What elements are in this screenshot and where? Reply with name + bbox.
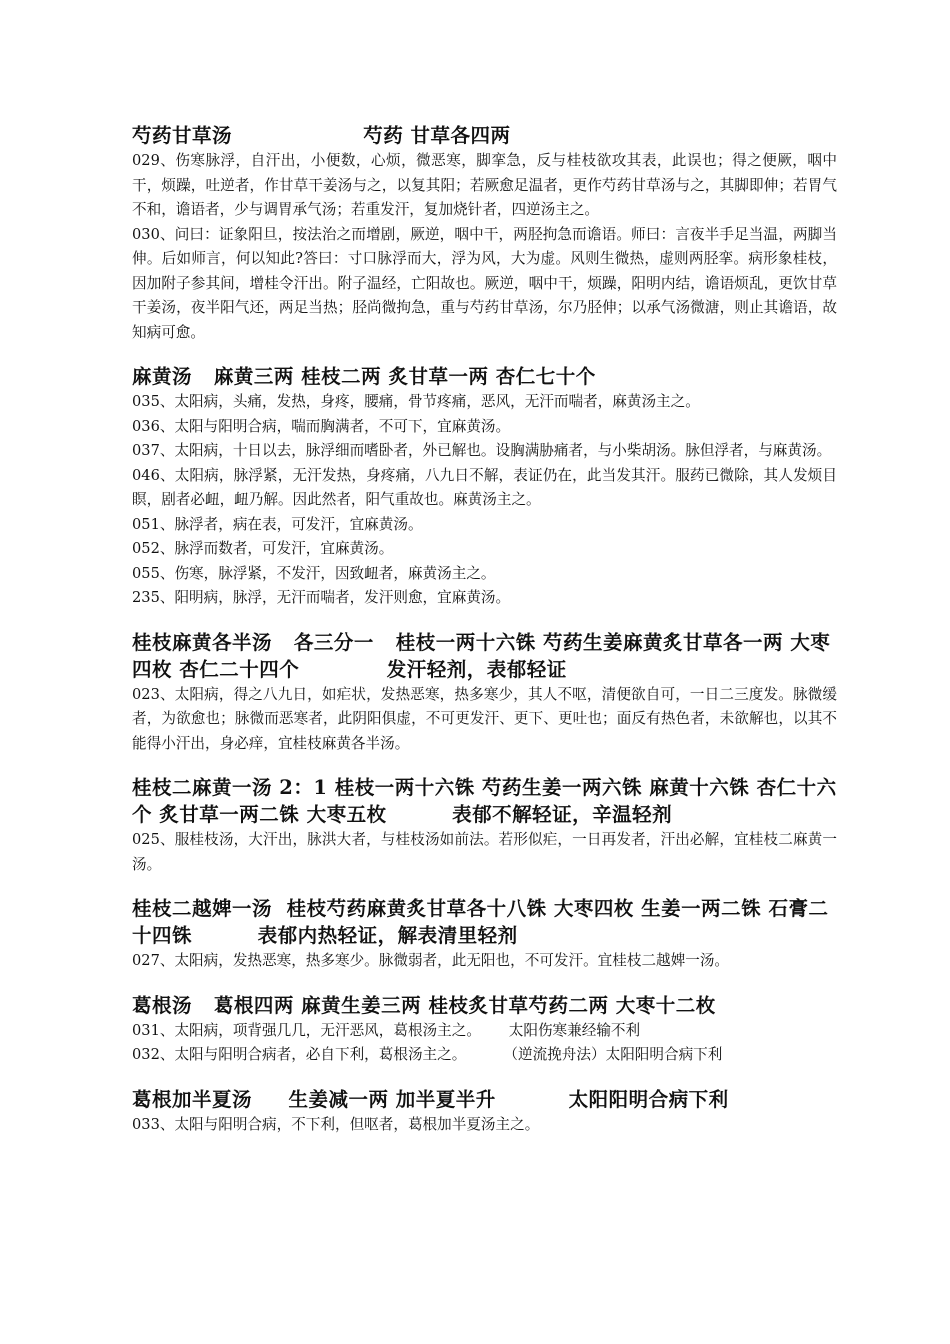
clause-paragraph: 025、服桂枝汤，大汗出，脉洪大者，与桂枝汤如前法。若形似疟，一日再发者，汗出必解，宜桂枝二麻黄一汤。: [132, 831, 837, 873]
clause-paragraph: 051、脉浮者，病在表，可发汗，宜麻黄汤。: [132, 515, 423, 533]
section-guizhi-mahuang-geban-tang: [132, 629, 837, 757]
clause-paragraph: 046、太阳病，脉浮紧，无汗发热，身疼痛，八九日不解，表证仍在，此当发其汗。服药已微除，其人发烦目瞑，剧者必衄，衄乃解。因此然者，阳气重故也。麻黄汤主之。: [132, 466, 837, 508]
section-title: 桂枝二麻黄一汤 2：1 桂枝一两十六铢 芍药生姜一两六铢 麻黄十六铢 杏仁十六个 炙甘草一两二铢 大枣五枚 表郁不解轻证，辛温轻剂: [132, 776, 837, 826]
section-title: 芍药甘草汤 芍药 甘草各四两: [132, 124, 511, 147]
clause-paragraph: 030、问曰：证象阳旦，按法治之而增剧，厥逆，咽中干，两胫拘急而谵语。师曰：言夜半手足当温，两脚当伸。后如师言，何以知此?答曰：寸口脉浮而大，浮为风，大为虚。风则生微热，虚则两胫挛。病形象桂枝，因加附子参其间，增桂令汗出。附子温经，亡阳故也。厥逆，咽中干，烦躁，阳明内结，谵语烦乱，更饮甘草干姜汤，夜半阳气还，两足当热；胫尚微拘急，重与芍药甘草汤，尔乃胫伸；以承气汤微溏，则止其谵语，故知病可愈。: [132, 225, 837, 341]
section-title: 麻黄汤 麻黄三两 桂枝二两 炙甘草一两 杏仁七十个: [132, 365, 596, 388]
clause-paragraph: 037、太阳病，十日以去，脉浮细而嗜卧者，外已解也。设胸满胁痛者，与小柴胡汤。脉但浮者，与麻黄汤。: [132, 442, 832, 459]
section-mahuang-tang: [132, 363, 837, 611]
clause-paragraph: 032、太阳与阳明合病者，必自下利，葛根汤主之。 （逆流挽舟法）太阳阳明合病下利: [132, 1046, 723, 1063]
section-shaoyao-gancao-tang: [132, 122, 837, 345]
section-title: 桂枝麻黄各半汤 各三分一 桂枝一两十六铢 芍药生姜麻黄炙甘草各一两 大枣四枚 杏仁二十四个 发汗轻剂，表郁轻证: [132, 630, 831, 681]
section-gegen-tang: [132, 992, 837, 1068]
section-title: 葛根汤 葛根四两 麻黄生姜三两 桂枝炙甘草芍药二两 大枣十二枚: [132, 993, 716, 1017]
section-guizhi-er-yuebi-yi-tang: [132, 895, 837, 974]
clause-paragraph: 055、伤寒，脉浮紧，不发汗，因致衄者，麻黄汤主之。: [132, 564, 496, 582]
clause-paragraph: 052、脉浮而数者，可发汗，宜麻黄汤。: [132, 540, 394, 557]
clause-paragraph: 035、太阳病，头痛，发热，身疼，腰痛，骨节疼痛，恶风，无汗而喘者，麻黄汤主之。: [132, 393, 700, 410]
section-guizhi-er-mahuang-yi-tang: [132, 774, 837, 877]
document-page: [132, 122, 837, 1155]
clause-paragraph: 235、阳明病，脉浮，无汗而喘者，发汗则愈，宜麻黄汤。: [132, 589, 511, 606]
clause-paragraph: 029、伤寒脉浮，自汗出，小便数，心烦，微恶寒，脚挛急，反与桂枝欲攻其表，此误也；得之便厥，咽中干，烦躁，吐逆者，作甘草干姜汤与之，以复其阳；若厥愈足温者，更作芍药甘草汤与之，其脚即伸；若胃气不和，谵语者，少与调胃承气汤；若重发汗，复加烧针者，四逆汤主之。: [132, 152, 837, 218]
clause-paragraph: 033、太阳与阳明合病，不下利，但呕者，葛根加半夏汤主之。: [132, 1115, 540, 1133]
clause-paragraph: 023、太阳病，得之八九日，如疟状，发热恶寒，热多寒少，其人不呕，清便欲自可，一日二三度发。脉微缓者，为欲愈也；脉微而恶寒者，此阴阳俱虚，不可更发汗、更下、更吐也；面反有热色者，未欲解也，以其不能得小汗出，身必痒，宜桂枝麻黄各半汤。: [132, 685, 837, 752]
section-title: 桂枝二越婢一汤 桂枝芍药麻黄炙甘草各十八铢 大枣四枚 生姜一两二铢 石膏二十四铢 表郁内热轻证，解表清里轻剂: [132, 897, 829, 947]
section-gegen-jia-banxia-tang: [132, 1086, 837, 1138]
clause-paragraph: 036、太阳与阳明合病，喘而胸满者，不可下，宜麻黄汤。: [132, 417, 511, 435]
section-title: 葛根加半夏汤 生姜减一两 加半夏半升 太阳阳明合病下利: [132, 1087, 729, 1111]
clause-paragraph: 031、太阳病，项背强几几，无汗恶风，葛根汤主之。 太阳伤寒兼经输不利: [132, 1021, 641, 1039]
clause-paragraph: 027、太阳病，发热恶寒，热多寒少。脉微弱者，此无阳也，不可发汗。宜桂枝二越婢一汤。: [132, 952, 730, 969]
